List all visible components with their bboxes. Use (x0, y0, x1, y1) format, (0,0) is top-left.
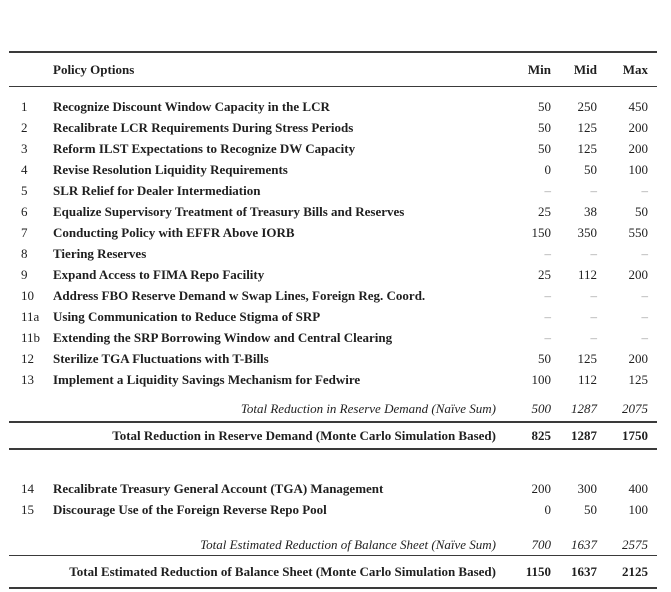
spacer-row (9, 449, 657, 469)
reserve-monte-carlo-min: 825 (508, 422, 553, 449)
min-value: 50 (538, 141, 551, 156)
row-number: 14 (21, 481, 34, 496)
mid-value: – (590, 246, 597, 261)
row-number: 10 (21, 288, 34, 303)
policy-name: Extending the SRP Borrowing Window and Central Clearing (53, 330, 393, 345)
balance-monte-carlo-max: 2125 (599, 556, 657, 589)
reserve-monte-carlo-row (9, 422, 657, 449)
table-row (9, 243, 657, 264)
balance-monte-carlo-label: Total Estimated Reduction of Balance Sheet (Monte Carlo Simulation Based) (9, 556, 508, 589)
mid-value: 50 (584, 162, 597, 177)
reserve-naive-sum-label: Total Reduction in Reserve Demand (Naïve Sum) (9, 390, 508, 422)
max-value: 450 (628, 99, 648, 114)
policy-name: Reform ILST Expectations to Recognize DW Capacity (53, 141, 356, 156)
row-number: 11b (21, 330, 41, 345)
policy-name: Tiering Reserves (53, 246, 147, 261)
mid-value: – (590, 330, 597, 345)
policy-name: Equalize Supervisory Treatment of Treasury Bills and Reserves (53, 204, 405, 219)
row-number: 3 (21, 141, 28, 156)
balance-naive-min: 700 (508, 520, 553, 556)
table-row (9, 159, 657, 180)
reserve-naive-sum-row (9, 390, 657, 422)
row-number: 12 (21, 351, 34, 366)
policy-name: Recalibrate LCR Requirements During Stress Periods (53, 120, 354, 135)
mid-value: 125 (577, 120, 597, 135)
min-value: 50 (538, 99, 551, 114)
header-mid: Mid (553, 52, 599, 87)
table-row (9, 87, 657, 118)
header-policy-options: Policy Options (53, 52, 508, 87)
max-value: 50 (635, 204, 648, 219)
row-number: 11a (21, 309, 40, 324)
reserve-naive-max: 2075 (599, 390, 657, 422)
table-row (9, 327, 657, 348)
row-number: 9 (21, 267, 28, 282)
mid-value: 112 (577, 267, 597, 282)
policy-name: Sterilize TGA Fluctuations with T-Bills (53, 351, 269, 366)
min-value: 0 (544, 162, 551, 177)
reserve-naive-mid: 1287 (553, 390, 599, 422)
policy-name: Address FBO Reserve Demand w Swap Lines, Foreign Reg. Coord. (53, 288, 426, 303)
max-value: 100 (628, 502, 648, 517)
mid-value: 50 (584, 502, 597, 517)
table-header (9, 52, 657, 87)
table-row (9, 285, 657, 306)
table-row (9, 499, 657, 520)
min-value: 25 (538, 204, 551, 219)
min-value: – (544, 183, 551, 198)
mid-value: 125 (577, 141, 597, 156)
table-row (9, 306, 657, 327)
table-row (9, 222, 657, 243)
policy-options-table (9, 51, 657, 589)
max-value: 125 (628, 372, 648, 387)
section-gap (9, 449, 657, 469)
balance-naive-sum-row (9, 520, 657, 556)
max-value: 400 (628, 481, 648, 496)
policy-rows-section-2 (9, 469, 657, 520)
min-value: – (544, 330, 551, 345)
table-row (9, 201, 657, 222)
row-number: 13 (21, 372, 34, 387)
max-value: – (641, 183, 648, 198)
max-value: 200 (628, 351, 648, 366)
min-value: 200 (531, 481, 551, 496)
max-value: 200 (628, 141, 648, 156)
reserve-naive-min: 500 (508, 390, 553, 422)
balance-naive-max: 2575 (599, 520, 657, 556)
header-number-column (9, 52, 53, 87)
balance-monte-carlo-min: 1150 (508, 556, 553, 589)
mid-value: 300 (577, 481, 597, 496)
max-value: 200 (628, 120, 648, 135)
mid-value: – (590, 288, 597, 303)
policy-name: Recognize Discount Window Capacity in the LCR (53, 99, 330, 114)
min-value: 150 (531, 225, 551, 240)
row-number: 8 (21, 246, 28, 261)
table-row (9, 138, 657, 159)
max-value: 100 (628, 162, 648, 177)
balance-monte-carlo-row (9, 556, 657, 589)
table-row (9, 469, 657, 499)
balance-naive-mid: 1637 (553, 520, 599, 556)
header-min: Min (508, 52, 553, 87)
table-row (9, 117, 657, 138)
row-number: 2 (21, 120, 28, 135)
table-row (9, 180, 657, 201)
mid-value: 250 (577, 99, 597, 114)
reserve-monte-carlo-label: Total Reduction in Reserve Demand (Monte Carlo Simulation Based) (9, 422, 508, 449)
min-value: – (544, 288, 551, 303)
policy-name: SLR Relief for Dealer Intermediation (53, 183, 261, 198)
mid-value: – (590, 183, 597, 198)
table-row (9, 369, 657, 390)
policy-rows-section-1 (9, 87, 657, 391)
reserve-demand-totals (9, 390, 657, 449)
table-row (9, 264, 657, 285)
max-value: – (641, 246, 648, 261)
row-number: 15 (21, 502, 34, 517)
reserve-monte-carlo-max: 1750 (599, 422, 657, 449)
mid-value: 350 (577, 225, 597, 240)
row-number: 6 (21, 204, 28, 219)
balance-sheet-totals (9, 520, 657, 588)
min-value: 0 (544, 502, 551, 517)
policy-name: Recalibrate Treasury General Account (TGA) Management (53, 481, 384, 496)
policy-name: Implement a Liquidity Savings Mechanism for Fedwire (53, 372, 361, 387)
min-value: 100 (531, 372, 551, 387)
min-value: 25 (538, 267, 551, 282)
mid-value: 125 (577, 351, 597, 366)
mid-value: 112 (577, 372, 597, 387)
policy-name: Revise Resolution Liquidity Requirements (53, 162, 288, 177)
header-max: Max (599, 52, 657, 87)
policy-name: Using Communication to Reduce Stigma of SRP (53, 309, 321, 324)
min-value: – (544, 309, 551, 324)
min-value: 50 (538, 120, 551, 135)
max-value: 200 (628, 267, 648, 282)
header-row (9, 52, 657, 87)
max-value: 550 (628, 225, 648, 240)
mid-value: – (590, 309, 597, 324)
balance-monte-carlo-mid: 1637 (553, 556, 599, 589)
row-number: 4 (21, 162, 28, 177)
policy-name: Discourage Use of the Foreign Reverse Repo Pool (53, 502, 327, 517)
reserve-monte-carlo-mid: 1287 (553, 422, 599, 449)
table-row (9, 348, 657, 369)
policy-name: Expand Access to FIMA Repo Facility (53, 267, 265, 282)
min-value: 50 (538, 351, 551, 366)
row-number: 5 (21, 183, 28, 198)
row-number: 1 (21, 99, 28, 114)
max-value: – (641, 309, 648, 324)
max-value: – (641, 330, 648, 345)
balance-naive-sum-label: Total Estimated Reduction of Balance Sheet (Naïve Sum) (9, 520, 508, 556)
min-value: – (544, 246, 551, 261)
max-value: – (641, 288, 648, 303)
row-number: 7 (21, 225, 28, 240)
policy-name: Conducting Policy with EFFR Above IORB (53, 225, 295, 240)
mid-value: 38 (584, 204, 597, 219)
